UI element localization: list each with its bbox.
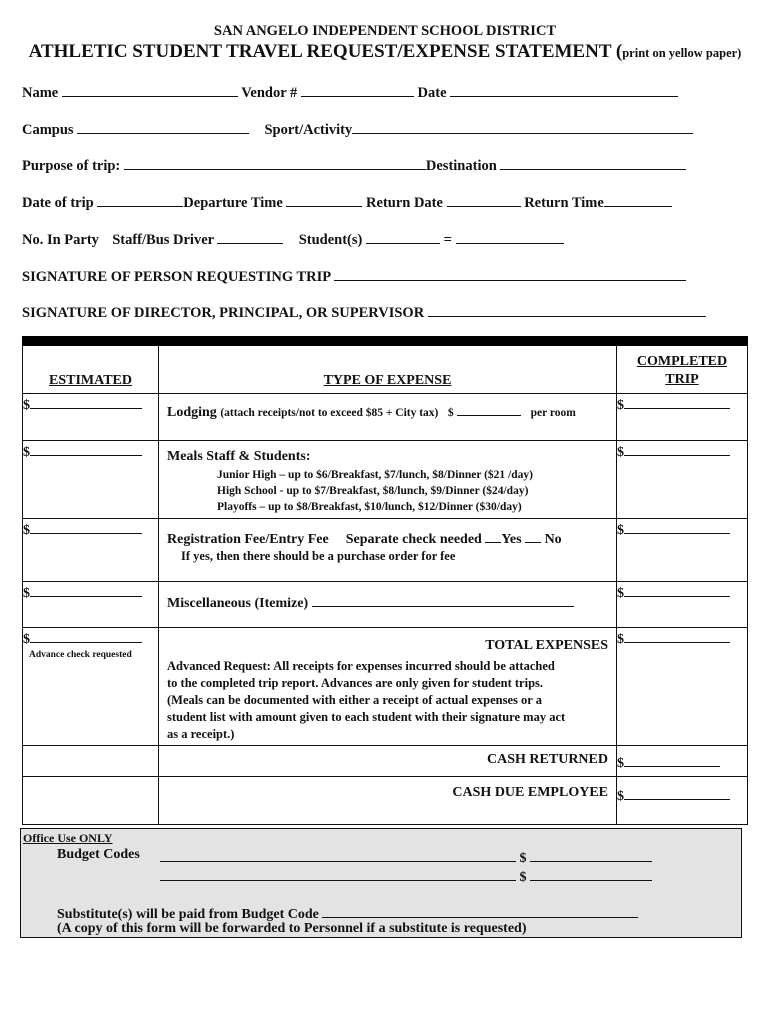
vendor-label: Vendor # <box>241 85 298 101</box>
meals-completed: $ <box>617 440 748 518</box>
date-label: Date <box>417 85 447 101</box>
departure-time-field[interactable] <box>286 192 362 207</box>
meals-junior-high: Junior High – up to $6/Breakfast, $7/lunch, $8/Dinner ($21 /day) <box>217 468 533 481</box>
cash-due-empty <box>23 776 159 824</box>
lodging-per-room-field[interactable] <box>457 404 521 416</box>
budget-codes-label: Budget Codes <box>57 847 140 862</box>
row-name <box>22 82 678 102</box>
meals-playoffs: Playoffs – up to $8/Breakfast, $10/lunch, $12/Dinner ($30/day) <box>217 500 522 513</box>
students-label: Student(s) <box>298 232 363 248</box>
sport-field[interactable] <box>352 119 693 134</box>
office-use-box <box>20 828 742 938</box>
cash-due-completed: $ <box>617 776 748 824</box>
date-field[interactable] <box>450 82 678 97</box>
departure-time-label: Departure Time <box>183 195 283 211</box>
table-row-lodging <box>23 393 748 440</box>
form-title-text: ATHLETIC STUDENT TRAVEL REQUEST/EXPENSE STATEMENT ( <box>28 41 623 62</box>
misc-estimated-field[interactable] <box>30 582 142 597</box>
advance-request-note: Advanced Request: All receipts for expenses incurred should be attached to the completed trip report. Advances are only given for student trips. (Meals can be documented with either a receipt of actual expenses or a student list with amount given to each student with their signature may act as a receipt.) <box>167 658 566 741</box>
row-campus <box>22 119 693 139</box>
table-row-registration <box>23 518 748 581</box>
cash-returned-field[interactable] <box>624 752 720 767</box>
advance-estimated: $ Advance check requested <box>23 627 159 745</box>
return-date-field[interactable] <box>447 192 521 207</box>
vendor-field[interactable] <box>301 82 414 97</box>
students-field[interactable] <box>366 229 440 244</box>
advance-check-note: Advance check requested <box>29 649 132 660</box>
row-trip-times <box>22 192 672 212</box>
staff-bus-driver-field[interactable] <box>217 229 283 244</box>
budget-amount-2-field[interactable] <box>530 866 652 881</box>
total-completed: $ <box>617 627 748 745</box>
table-row-meals <box>23 440 748 518</box>
lodging-estimated-field[interactable] <box>30 394 142 409</box>
misc-cell: Miscellaneous (Itemize) <box>159 581 617 627</box>
completed-trip-header: COMPLETED TRIP <box>617 341 748 393</box>
campus-field[interactable] <box>77 119 249 134</box>
lodging-completed: $ <box>617 393 748 440</box>
cash-returned-label: CASH RETURNED <box>159 745 617 776</box>
sig-requester-field[interactable] <box>334 266 686 281</box>
no-checkbox-line[interactable] <box>525 528 541 543</box>
budget-code-1-field[interactable] <box>160 847 516 862</box>
form-title <box>0 41 770 63</box>
district-heading: SAN ANGELO INDEPENDENT SCHOOL DISTRICT <box>213 23 557 39</box>
destination-field[interactable] <box>500 155 686 170</box>
return-date-label: Return Date <box>366 195 443 211</box>
table-row-cash-returned <box>23 745 748 776</box>
destination-label: Destination <box>425 158 497 174</box>
return-time-label: Return Time <box>524 195 604 211</box>
row-purpose <box>22 155 686 175</box>
registration-cell: Registration Fee/Entry Fee Separate check needed Yes No If yes, then there should be a purchase order for fee <box>159 518 617 581</box>
lodging-cell: Lodging (attach receipts/not to exceed $85 + City tax) $ per room <box>159 393 617 440</box>
office-use-label: Office Use ONLY <box>23 831 113 845</box>
table-header-row <box>23 341 748 393</box>
yes-checkbox-line[interactable] <box>485 528 501 543</box>
table-row-misc <box>23 581 748 627</box>
purpose-field[interactable] <box>124 155 426 170</box>
name-label: Name <box>22 85 59 101</box>
no-in-party-label: No. In Party <box>22 232 99 248</box>
meals-estimated-field[interactable] <box>30 441 142 456</box>
lodging-completed-field[interactable] <box>624 394 730 409</box>
registration-estimated: $ <box>23 518 159 581</box>
misc-completed: $ <box>617 581 748 627</box>
table-row-cash-due <box>23 776 748 824</box>
registration-estimated-field[interactable] <box>30 519 142 534</box>
misc-itemize-field[interactable] <box>312 592 574 607</box>
party-total-field[interactable] <box>456 229 564 244</box>
row-sig-requester <box>22 266 686 286</box>
meals-high-school: High School - up to $7/Breakfast, $8/lunch, $9/Dinner ($24/day) <box>217 484 529 497</box>
substitute-row: Substitute(s) will be paid from Budget Code <box>57 903 638 923</box>
meals-cell: Meals Staff & Students: Junior High – up to $6/Breakfast, $7/lunch, $8/Dinner ($21 /day) High School - up to $7/Breakfast, $8/lunch, $9/Dinner ($24/day) Playoffs – up to $8/Breakfast, $10/lunch, $12/Dinner ($30/day) <box>159 440 617 518</box>
meals-estimated: $ <box>23 440 159 518</box>
total-completed-field[interactable] <box>624 628 730 643</box>
form-title-note: print on yellow paper) <box>622 46 742 60</box>
sig-requester-label: SIGNATURE OF PERSON REQUESTING TRIP <box>22 269 331 285</box>
estimated-header: ESTIMATED <box>23 341 159 393</box>
misc-estimated: $ <box>23 581 159 627</box>
table-row-total <box>23 627 748 745</box>
sig-director-label: SIGNATURE OF DIRECTOR, PRINCIPAL, OR SUPERVISOR <box>22 305 425 321</box>
row-sig-director <box>22 302 706 322</box>
type-of-expense-header: TYPE OF EXPENSE <box>159 341 617 393</box>
cash-returned-empty <box>23 745 159 776</box>
expense-table <box>22 336 748 825</box>
name-field[interactable] <box>62 82 238 97</box>
substitute-budget-code-field[interactable] <box>322 903 638 918</box>
lodging-estimated: $ <box>23 393 159 440</box>
substitute-copy-note: (A copy of this form will be forwarded to Personnel if a substitute is requested) <box>57 921 527 936</box>
staff-bus-driver-label: Staff/Bus Driver <box>112 232 214 248</box>
date-of-trip-label: Date of trip <box>22 195 94 211</box>
registration-completed: $ <box>617 518 748 581</box>
registration-completed-field[interactable] <box>624 519 730 534</box>
date-of-trip-field[interactable] <box>97 192 183 207</box>
misc-completed-field[interactable] <box>624 582 730 597</box>
total-cell <box>159 627 617 745</box>
campus-label: Campus <box>22 122 74 138</box>
sport-label: Sport/Activity <box>264 122 353 138</box>
cash-due-label: CASH DUE EMPLOYEE <box>159 776 617 824</box>
cash-returned-completed: $ <box>617 745 748 776</box>
budget-code-2-field[interactable] <box>160 866 516 881</box>
purpose-label: Purpose of trip: <box>22 158 121 174</box>
return-time-field[interactable] <box>604 192 672 207</box>
row-party <box>22 229 564 249</box>
budget-amount-1-field[interactable] <box>530 847 652 862</box>
advance-estimated-field[interactable] <box>30 628 142 643</box>
budget-code-row-2: $ <box>160 866 652 886</box>
meals-completed-field[interactable] <box>624 441 730 456</box>
sig-director-field[interactable] <box>428 302 706 317</box>
cash-due-field[interactable] <box>624 785 730 800</box>
total-expenses-label: TOTAL EXPENSES <box>485 637 608 653</box>
equals-sign: = <box>443 232 452 248</box>
budget-code-row-1: $ <box>160 847 652 867</box>
registration-note: If yes, then there should be a purchase order for fee <box>181 548 456 563</box>
